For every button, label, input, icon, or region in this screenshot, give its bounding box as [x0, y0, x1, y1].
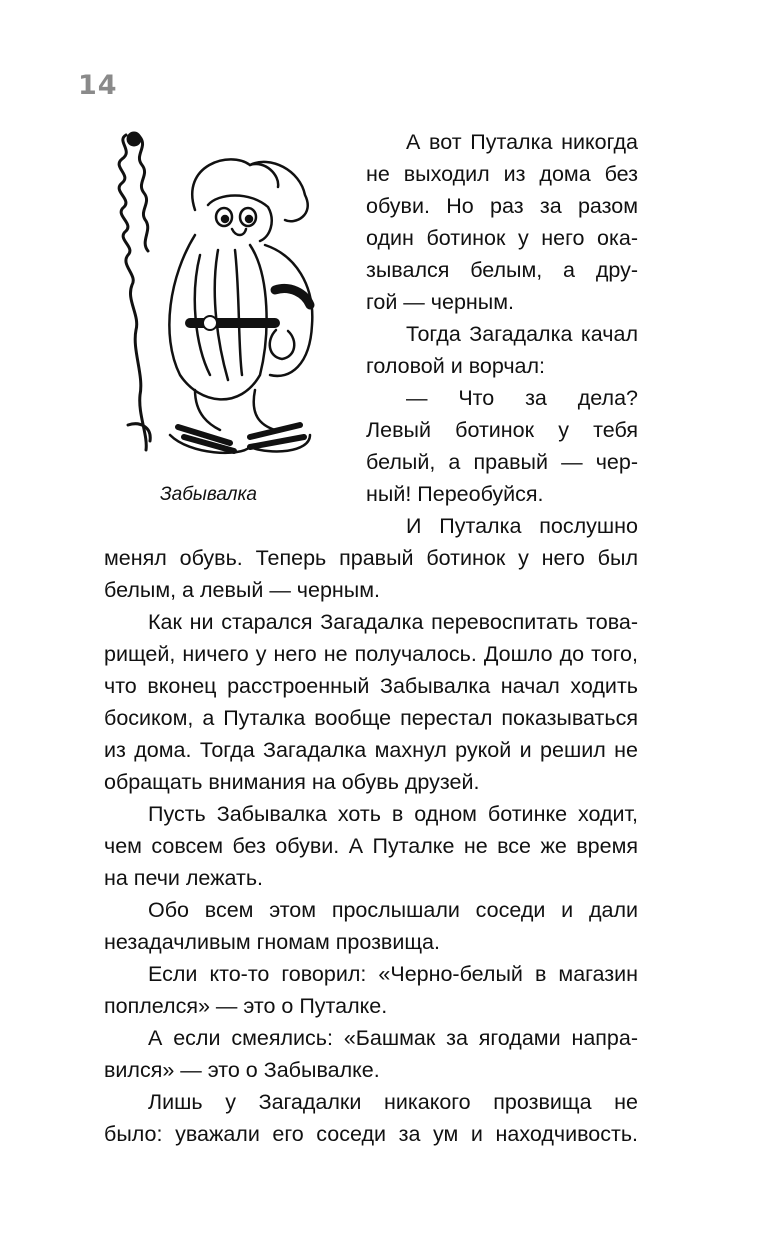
text-line: Обо всем этом прослышали соседи и дали: [148, 898, 638, 922]
text-line: босиком, а Путалка вообще перестал показываться: [104, 706, 638, 730]
text-line: белым, а левый — черным.: [104, 578, 381, 602]
text-line: чем совсем без обуви. А Путалке не все же время: [104, 834, 638, 858]
gnome-figure-icon: [169, 159, 312, 452]
text-line: было: уважали его соседи за ум и находчивость.: [104, 1122, 638, 1146]
text-line: обуви. Но раз за разом: [366, 194, 638, 218]
text-line: Лишь у Загадалки никакого прозвища не: [148, 1090, 638, 1114]
text-line: белый, а правый — чер-: [366, 450, 638, 474]
text-line: Если кто-то говорил: «Черно-белый в магазин: [148, 962, 638, 986]
text-line: А если смеялись: «Башмак за ягодами напра-: [148, 1026, 638, 1050]
text-line: головой и ворчал:: [366, 354, 546, 378]
text-line: незадачливым гномам прозвища.: [104, 930, 440, 954]
text-line: на печи лежать.: [104, 866, 264, 890]
text-line: обращать внимания на обувь друзей.: [104, 770, 480, 794]
text-line: один ботинок у него ока-: [366, 226, 638, 250]
text-line: гой — черным.: [366, 290, 514, 314]
text-line: И Путалка послушно: [406, 514, 638, 538]
text-line: менял обувь. Теперь правый ботинок у него был: [104, 546, 638, 570]
page-number: 14: [78, 70, 118, 101]
text-line: А вот Путалка никогда: [406, 130, 638, 154]
text-line: Как ни старался Загадалка перевоспитать това-: [148, 610, 638, 634]
text-line: из дома. Тогда Загадалка махнул рукой и решил не: [104, 738, 638, 762]
text-line: — Что за дела?: [406, 386, 638, 410]
text-line: зывался белым, а дру-: [366, 258, 638, 282]
text-line: рищей, ничего у него не получалось. Дошло до того,: [104, 642, 638, 666]
text-line: Левый ботинок у тебя: [366, 418, 638, 442]
text-line: ный! Переобуйся.: [366, 482, 544, 506]
text-line: поплелся» — это о Путалке.: [104, 994, 388, 1018]
text-line: Пусть Забывалка хоть в одном ботинке ходит,: [148, 802, 638, 826]
illustration-caption: Забывалка: [160, 484, 258, 505]
text-line: что вконец расстроенный Забывалка начал ходить: [104, 674, 638, 698]
gnome-illustration: [100, 125, 340, 465]
text-line: не выходил из дома без: [366, 162, 638, 186]
text-line: вился» — это о Забывалке.: [104, 1058, 380, 1082]
staff-icon: [119, 133, 150, 450]
text-line: Тогда Загадалка качал: [406, 322, 638, 346]
